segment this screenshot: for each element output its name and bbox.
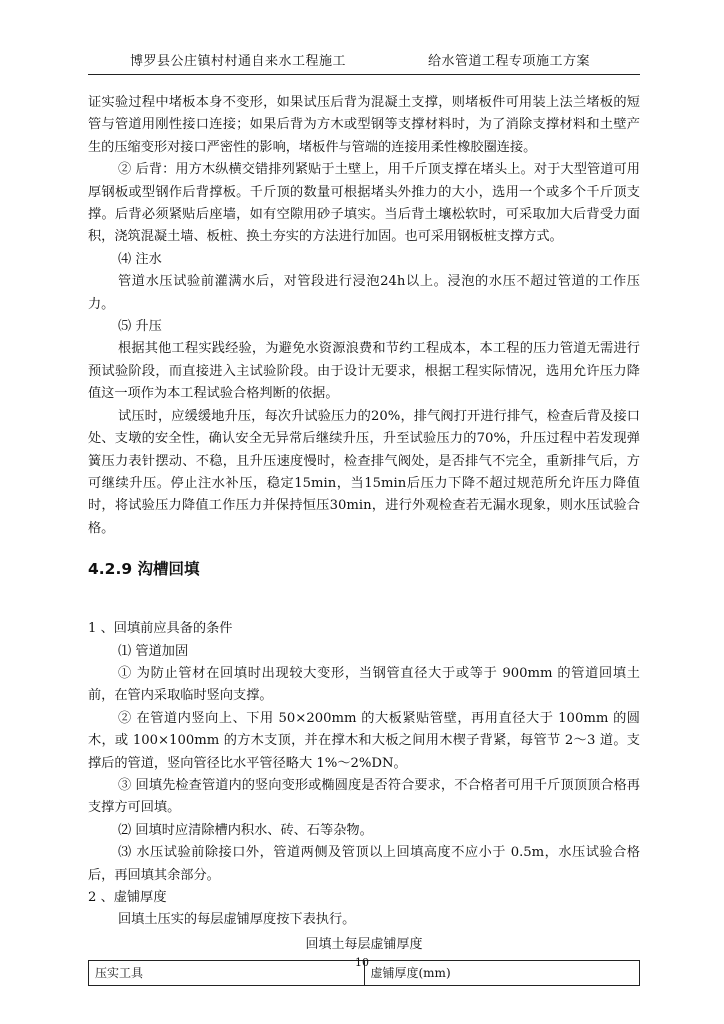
header-divider xyxy=(88,74,640,75)
paragraph: 管道水压试验前灌满水后，对管段进行浸泡24h以上。浸泡的水压不超过管道的工作压力。 xyxy=(88,274,640,312)
paragraph: 回填土压实的每层虚铺厚度按下表执行。 xyxy=(118,912,356,928)
table-header-cell: 虚铺厚度(mm) xyxy=(364,960,640,985)
list-heading: 1 、回填前应具备的条件 xyxy=(88,621,233,637)
section-title: 4.2.9 沟槽回填 xyxy=(88,560,200,579)
paragraph: 试压时，应缓缓地升压，每次升试验压力的20%，排气阀打开进行排气，检查后背及接口处、支墩的安全性，确认安全无异常后继续升压，升至试验压力的70%，升压过程中若发现弹簧压力表针摆动、不稳，且升压速度慢时，检查排气阀处，是否排气不完全，重新排气后，方可继续升压。停止注水补压，稳定15min，当15min后压力下降不超过规范所允许压力降值时，将试验压力降值工作压力并保持恒压30min，进行外观检查若无漏水现象，则水压试验合格。 xyxy=(88,408,640,536)
list-heading: 2 、虚铺厚度 xyxy=(88,890,167,905)
header-right: 给水管道工程专项施工方案 xyxy=(428,54,591,69)
paragraph: ② 在管道内竖向上、下用 50×200mm 的大板紧贴管壁，再用直径大于 100mm 的圆木，或 100×100mm 的方木支顶，并在撑木和大板之间用木楔子背紧，每管节 2～3 道。支撑后的管道，竖向管径比水平管径略大 1%～2%DN。 xyxy=(88,710,640,771)
paragraph: ③ 回填先检查管道内的竖向变形或椭圆度是否符合要求，不合格者可用千斤顶顶顶合格再支撑方可回填。 xyxy=(88,777,640,816)
paragraph: ⑵ 回填时应清除槽内积水、砖、石等杂物。 xyxy=(118,822,373,838)
paragraph: 证实验过程中堵板本身不变形，如果试压后背为混凝土支撑，则堵板件可用装上法兰堵板的短管与管道用刚性接口连接；如果后背为方木或型钢等支撑材料时，为了消除支撑材料和土壁产生的压缩变形对接口严密性的影响，堵板件与管端的连接用柔性橡胶圈连接。 xyxy=(88,95,640,155)
section-gap xyxy=(88,584,640,618)
paragraph: ① 为防止管材在回填时出现较大变形，当钢管直径大于或等于 900mm 的管道回填土前，在管内采取临时竖向支撑。 xyxy=(88,665,640,704)
page-body xyxy=(88,92,640,986)
subheading: ⑸ 升压 xyxy=(118,319,162,335)
paragraph: ② 后背：用方木纵横交错排列紧贴于土壁上，用千斤顶支撑在堵头上。对于大型管道可用厚钢板或型钢作后背撑板。千斤顶的数量可根据堵头外推力的大小，选用一个或多个千斤顶支撑。后背必须紧贴后座墙，如有空隙用砂子填实。当后背土壤松软时，可采取加大后背受力面积，浇筑混凝土墙、板桩、换土夯实的方法进行加固。也可采用钢板桩支撑方式。 xyxy=(88,162,640,245)
subheading: ⑷ 注水 xyxy=(118,251,162,267)
table-caption: 回填土每层虚铺厚度 xyxy=(305,936,423,952)
paragraph: 根据其他工程实践经验，为避免水资源浪费和节约工程成本，本工程的压力管道无需进行预试验阶段，而直接进入主试验阶段。由于设计无要求，根据工程实际情况，选用允许压力降值这一项作为本工程试验合格判断的依据。 xyxy=(88,341,640,402)
table-header-cell: 压实工具 xyxy=(89,960,365,985)
header-left: 博罗县公庄镇村村通自来水工程施工 xyxy=(130,54,347,69)
paragraph: ⑶ 水压试验前除接口外，管道两侧及管顶以上回填高度不应小于 0.5m，水压试验合格后，再回填其余部分。 xyxy=(88,845,640,883)
page-number: 10 xyxy=(355,956,369,969)
subheading: ⑴ 管道加固 xyxy=(118,643,189,659)
